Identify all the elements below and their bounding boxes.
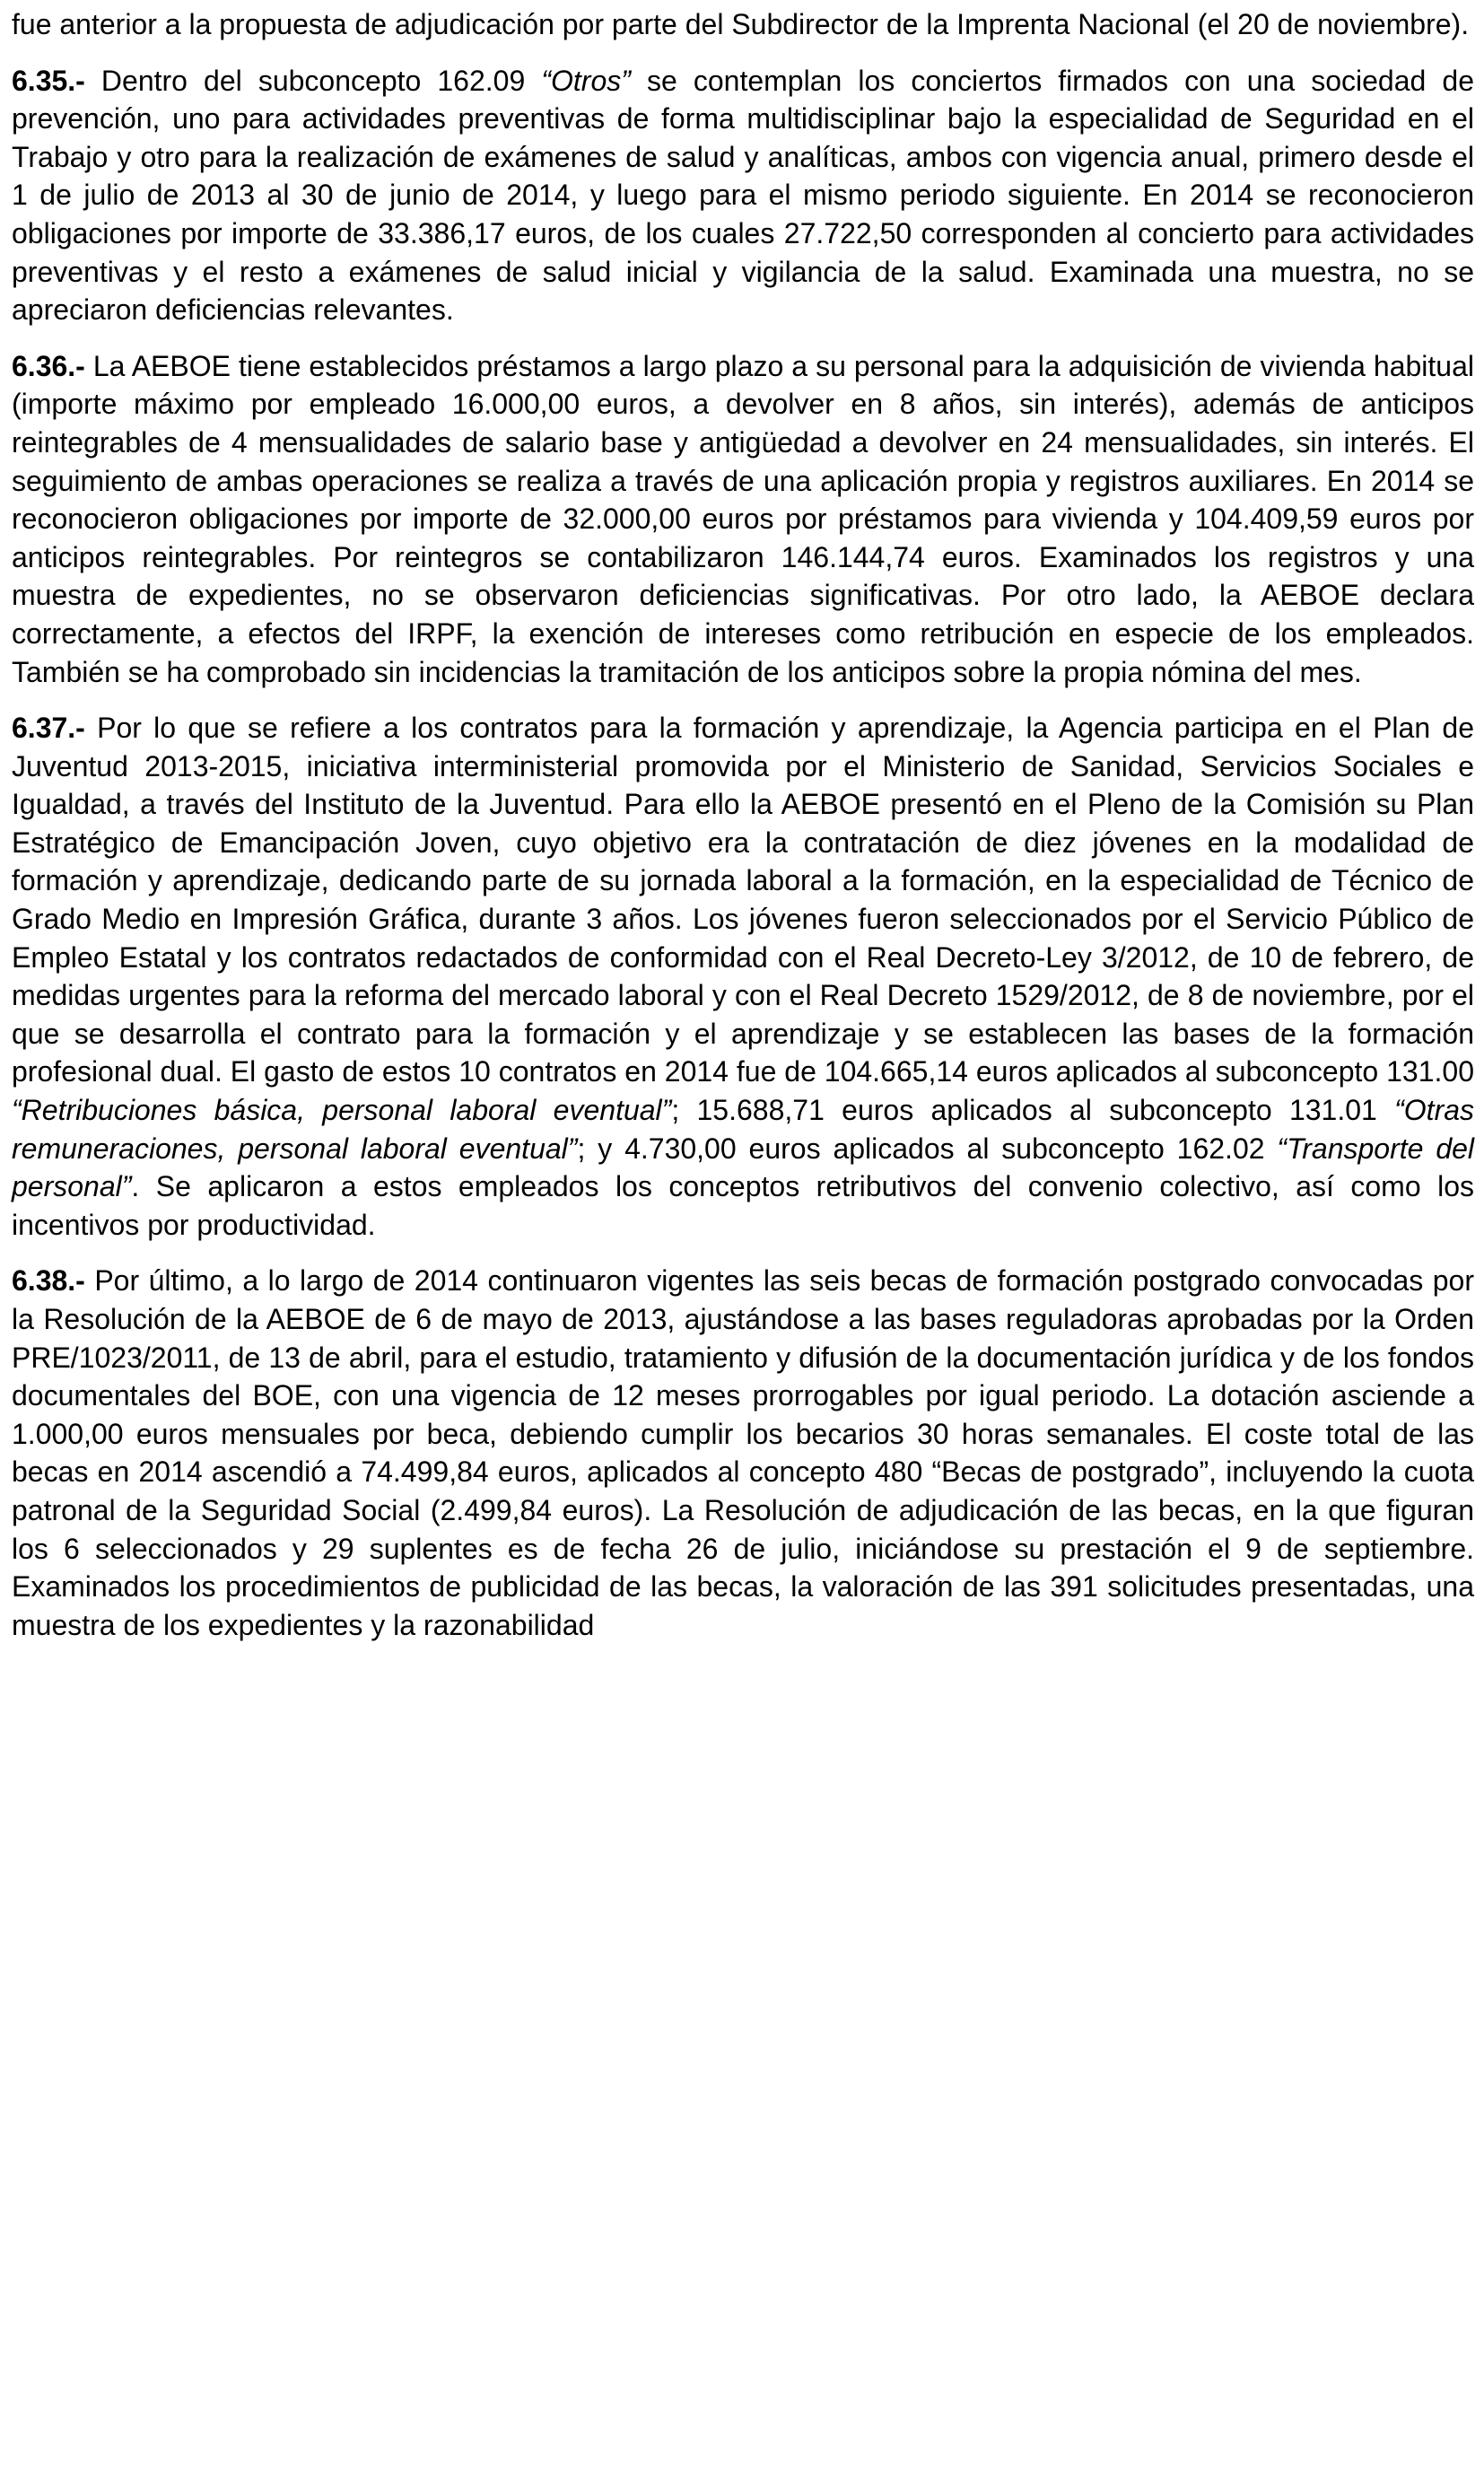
paragraph-text: Por último, a lo largo de 2014 continuaron vigentes las seis becas de formación postgrado convocadas por la Resolución de la AEBOE de 6 de mayo de 2013, ajustándose a las bases reguladoras aprobadas por la Orden PRE/1023/2011, de 13 de abril, para el estudio, tratamiento y difusión de la documentación jurídica y de los fondos documentales del BOE, con una vigencia de 12 meses prorrogables por igual periodo. La dotación asciende a 1.000,00 euros mensuales por beca, debiendo cumplir los becarios 30 horas semanales. El coste total de las becas en 2014 ascendió a 74.499,84 euros, aplicados al concepto 480 “Becas de postgrado”, incluyendo la cuota patronal de la Seguridad Social (2.499,84 euros). La Resolución de adjudicación de las becas, en la que figuran los 6 seleccionados y 29 suplentes es de fecha 26 de julio, iniciándose su prestación el 9 de septiembre. Examinados los procedimientos de publicidad de las becas, la valoración de las 391 solicitudes presentadas, una muestra de los expedientes y la razonabilidad xyxy=(12,1264,1474,1641)
paragraph-text: ; y 4.730,00 euros aplicados al subconcepto 162.02 xyxy=(577,1132,1278,1165)
paragraph-continuation xyxy=(12,5,1474,44)
paragraph-6-35 xyxy=(12,62,1474,329)
italic-term: “Transporte del personal” xyxy=(12,1132,1475,1203)
paragraph-number: 6.35.- xyxy=(12,64,85,97)
paragraph-text: se contemplan los conciertos firmados con una sociedad de prevención, uno para actividades preventivas de forma multidisciplinar bajo la especialidad de Seguridad en el Trabajo y otro para la realización de exámenes de salud y analíticas, ambos con vigencia anual, primero desde el 1 de julio de 2013 al 30 de junio de 2014, y luego para el mismo periodo siguiente. En 2014 se reconocieron obligaciones por importe de 33.386,17 euros, de los cuales 27.722,50 corresponden al concierto para actividades preventivas y el resto a exámenes de salud inicial y vigilancia de la salud. Examinada una muestra, no se apreciaron deficiencias relevantes. xyxy=(12,64,1475,327)
paragraph-text: fue anterior a la propuesta de adjudicación por parte del Subdirector de la Imprenta Nacional (el 20 de noviembre). xyxy=(12,8,1470,40)
italic-term: “Otros” xyxy=(541,64,631,97)
paragraph-number: 6.37.- xyxy=(12,712,85,745)
paragraph-text: . Se aplicaron a estos empleados los conceptos retributivos del convenio colectivo, así como los incentivos por productividad. xyxy=(12,1170,1474,1241)
document-page xyxy=(12,5,1474,1644)
paragraph-6-37 xyxy=(12,709,1474,1244)
paragraph-number: 6.38.- xyxy=(12,1264,85,1298)
paragraph-6-38 xyxy=(12,1262,1474,1644)
italic-term: “Otras remuneraciones, personal laboral eventual” xyxy=(12,1094,1475,1165)
paragraph-text: Por lo que se refiere a los contratos para la formación y aprendizaje, la Agencia participa en el Plan de Juventud 2013-2015, iniciativa interministerial promovida por el Ministerio de Sanidad, Servicios Sociales e Igualdad, a través del Instituto de la Juventud. Para ello la AEBOE presentó en el Pleno de la Comisión su Plan Estratégico de Emancipación Joven, cuyo objetivo era la contratación de diez jóvenes en la modalidad de formación y aprendizaje, dedicando parte de su jornada laboral a la formación, en la especialidad de Técnico de Grado Medio en Impresión Gráfica, durante 3 años. Los jóvenes fueron seleccionados por el Servicio Público de Empleo Estatal y los contratos redactados de conformidad con el Real Decreto-Ley 3/2012, de 10 de febrero, de medidas urgentes para la reforma del mercado laboral y con el Real Decreto 1529/2012, de 8 de noviembre, por el que se desarrolla el contrato para la formación y el aprendizaje y se establecen las bases de la formación profesional dual. El gasto de estos 10 contratos en 2014 fue de 104.665,14 euros aplicados al subconcepto 131.00 xyxy=(12,712,1474,1088)
italic-term: “Retribuciones básica, personal laboral eventual” xyxy=(12,1094,672,1127)
paragraph-text: Dentro del subconcepto 162.09 xyxy=(84,64,542,97)
paragraph-number: 6.36.- xyxy=(12,349,85,382)
paragraph-text: La AEBOE tiene establecidos préstamos a largo plazo a su personal para la adquisición de vivienda habitual (importe máximo por empleado 16.000,00 euros, a devolver en 8 años, sin interés), además de anticipos reintegrables de 4 mensualidades de salario base y antigüedad a devolver en 24 mensualidades, sin interés. El seguimiento de ambas operaciones se realiza a través de una aplicación propia y registros auxiliares. En 2014 se reconocieron obligaciones por importe de 32.000,00 euros por préstamos para vivienda y 104.409,59 euros por anticipos reintegrables. Por reintegros se contabilizaron 146.144,74 euros. Examinados los registros y una muestra de expedientes, no se observaron deficiencias significativas. Por otro lado, la AEBOE declara correctamente, a efectos del IRPF, la exención de intereses como retribución en especie de los empleados. También se ha comprobado sin incidencias la tramitación de los anticipos sobre la propia nómina del mes. xyxy=(12,349,1474,688)
paragraph-6-36 xyxy=(12,347,1474,691)
paragraph-text: ; 15.688,71 euros aplicados al subconcepto 131.01 xyxy=(671,1094,1395,1127)
